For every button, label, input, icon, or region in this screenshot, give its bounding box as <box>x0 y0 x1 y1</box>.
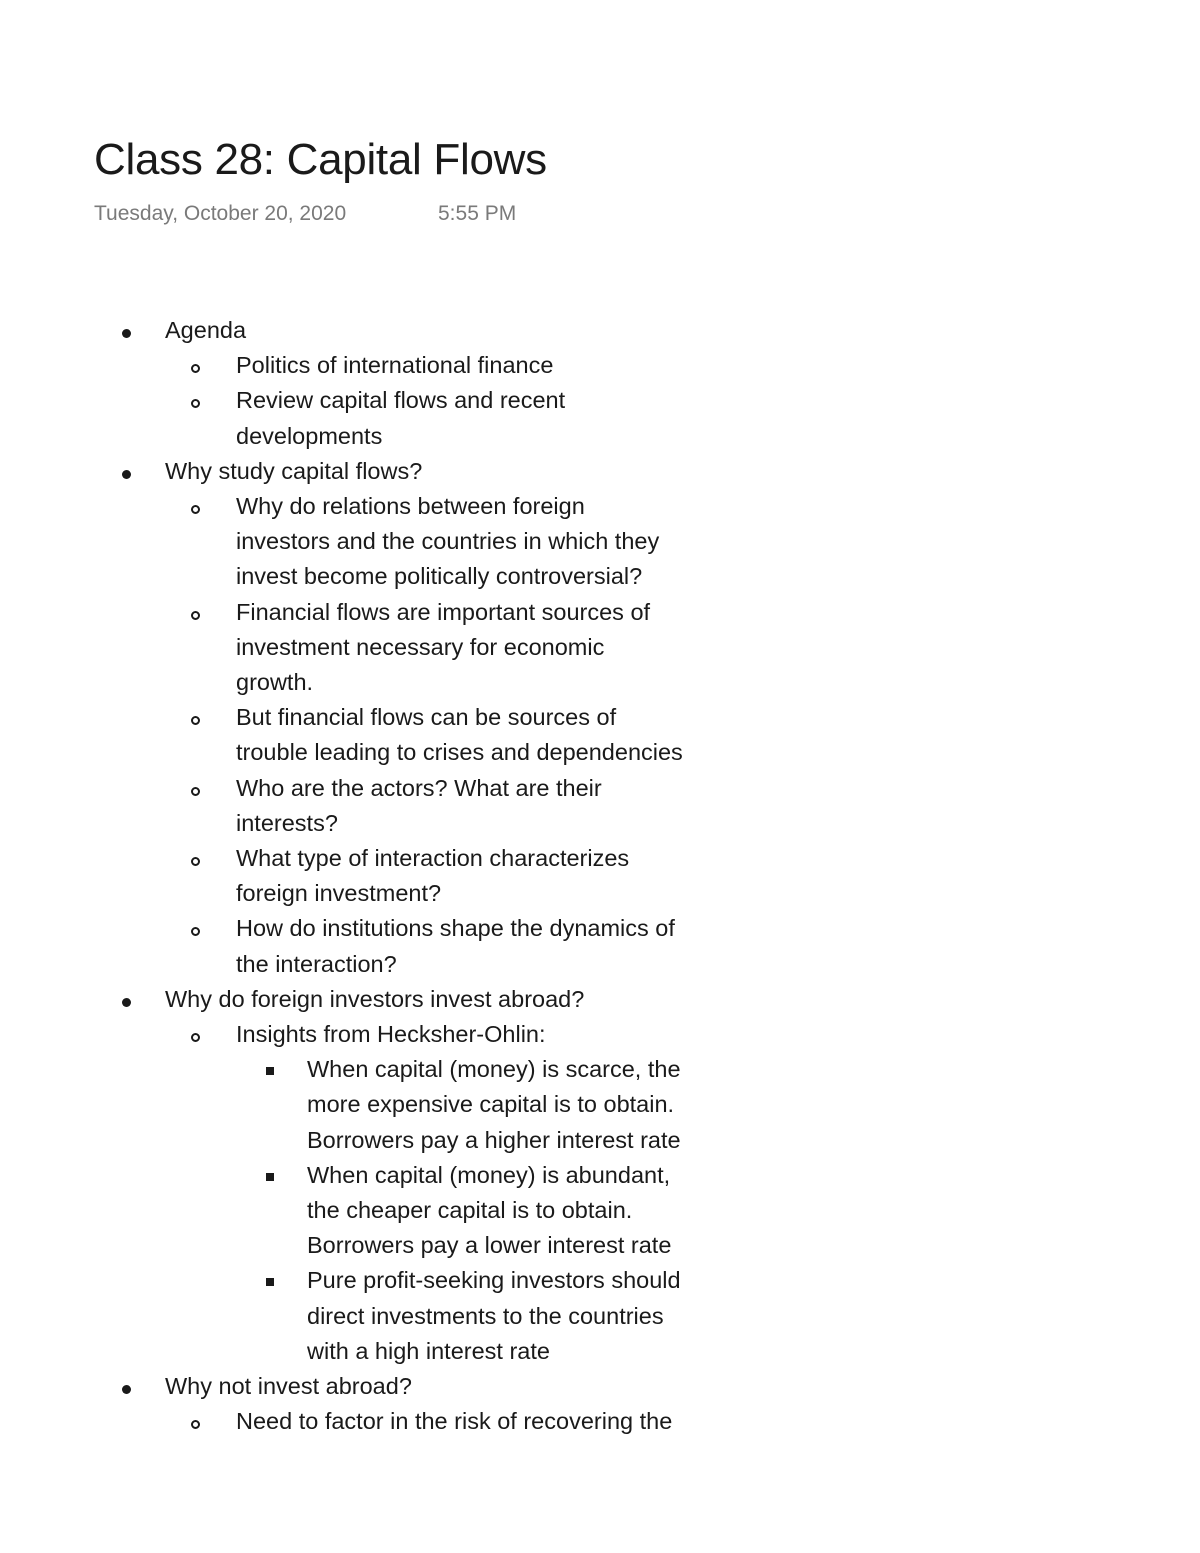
outline-line-level-3: with a high interest rate <box>307 1338 550 1364</box>
outline-line-level-2: Financial flows are important sources of <box>236 599 651 625</box>
outline-line-level-2: Need to factor in the risk of recovering the <box>236 1408 673 1434</box>
outline-line-level-2: Who are the actors? What are their <box>236 775 602 801</box>
outline-line-level-3: Pure profit-seeking investors should <box>307 1267 681 1293</box>
outline-line-level-2: growth. <box>236 669 314 695</box>
outline-line-level-1: Agenda <box>165 317 247 343</box>
outline-line-level-2: How do institutions shape the dynamics of <box>236 915 675 941</box>
outline-line-level-2: But financial flows can be sources of <box>236 704 617 730</box>
outline-line-level-2: developments <box>236 423 383 449</box>
outline-line-level-2: invest become politically controversial? <box>236 563 643 589</box>
page-title: Class 28: Capital Flows <box>94 135 547 184</box>
outline-line-level-3: direct investments to the countries <box>307 1303 664 1329</box>
page-timestamp <box>94 199 517 229</box>
circle-bullet-icon <box>191 1033 200 1042</box>
outline-line-level-2: investors and the countries in which they <box>236 528 660 554</box>
circle-bullet-icon <box>191 399 200 408</box>
note-date: Tuesday, October 20, 2020 <box>94 202 347 225</box>
outline-line-level-2: the interaction? <box>236 951 397 977</box>
outline-line-level-2: investment necessary for economic <box>236 634 605 660</box>
disc-bullet-icon <box>122 470 131 479</box>
square-bullet-icon <box>266 1173 274 1181</box>
outline-line-level-1: Why study capital flows? <box>165 458 423 484</box>
circle-bullet-icon <box>191 611 200 620</box>
square-bullet-icon <box>266 1278 274 1286</box>
disc-bullet-icon <box>122 1385 131 1394</box>
disc-bullet-icon <box>122 998 131 1007</box>
outline-line-level-3: Borrowers pay a higher interest rate <box>307 1127 681 1153</box>
outline-line-level-2: foreign investment? <box>236 880 442 906</box>
square-bullet-icon <box>266 1067 274 1075</box>
circle-bullet-icon <box>191 364 200 373</box>
circle-bullet-icon <box>191 787 200 796</box>
outline-line-level-3: more expensive capital is to obtain. <box>307 1091 675 1117</box>
circle-bullet-icon <box>191 857 200 866</box>
circle-bullet-icon <box>191 716 200 725</box>
outline-line-level-3: Borrowers pay a lower interest rate <box>307 1232 672 1258</box>
outline-line-level-2: interests? <box>236 810 338 836</box>
circle-bullet-icon <box>191 1420 200 1429</box>
outline-line-level-2: Review capital flows and recent <box>236 387 566 413</box>
outline-line-level-3: the cheaper capital is to obtain. <box>307 1197 633 1223</box>
circle-bullet-icon <box>191 927 200 936</box>
circle-bullet-icon <box>191 505 200 514</box>
note-time: 5:55 PM <box>438 202 517 225</box>
outline-line-level-1: Why do foreign investors invest abroad? <box>165 986 585 1012</box>
outline-line-level-1: Why not invest abroad? <box>165 1373 412 1399</box>
outline-line-level-3: When capital (money) is scarce, the <box>307 1056 681 1082</box>
outline-line-level-2: Why do relations between foreign <box>236 493 585 519</box>
outline-line-level-2: trouble leading to crises and dependencies <box>236 739 683 765</box>
outline-line-level-2: Politics of international finance <box>236 352 554 378</box>
outline-line-level-2: Insights from Hecksher-Ohlin: <box>236 1021 546 1047</box>
disc-bullet-icon <box>122 329 131 338</box>
outline-line-level-2: What type of interaction characterizes <box>236 845 630 871</box>
outline-line-level-3: When capital (money) is abundant, <box>307 1162 671 1188</box>
